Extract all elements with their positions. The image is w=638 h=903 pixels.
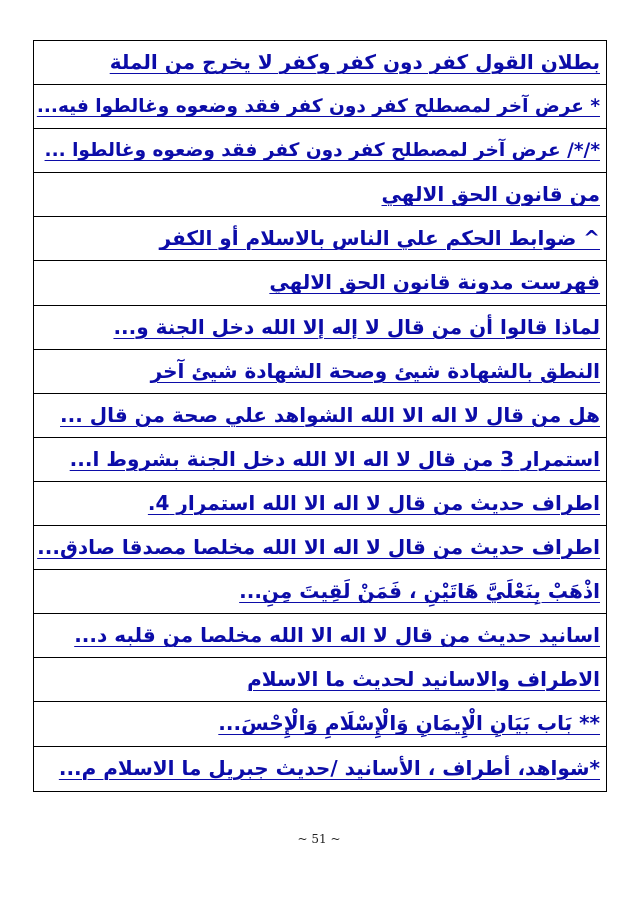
toc-row [34, 306, 606, 350]
toc-row [34, 570, 606, 614]
toc-link[interactable]: لماذا قالوا أن من قال لا إله إلا الله دخل الجنة و... [113, 314, 600, 339]
toc-link[interactable]: اذْهَبْ بِنَعْلَيَّ هَاتَيْنِ ، فَمَنْ لَقِيتَ مِنِ... [239, 579, 600, 604]
toc-row [34, 658, 606, 702]
page-number: ~ 51 ~ [297, 832, 341, 846]
toc-row [34, 129, 606, 173]
toc-row [34, 614, 606, 658]
toc-link[interactable]: الاطراف والاسانيد لحديث ما الاسلام [247, 667, 600, 692]
toc-link[interactable]: النطق بالشهادة شيئ وصحة الشهادة شيئ آخر [150, 358, 600, 383]
toc-row [34, 702, 606, 746]
toc-row [34, 350, 606, 394]
toc-link[interactable]: اطراف حديث من قال لا اله الا الله مخلصا مصدقا صادق... [37, 535, 600, 560]
toc-table [33, 40, 607, 792]
toc-row [34, 261, 606, 305]
toc-link[interactable]: اطراف حديث من قال لا اله الا الله استمرار 4. [147, 490, 600, 515]
toc-row [34, 438, 606, 482]
toc-link[interactable]: من قانون الحق الالهي [381, 182, 600, 207]
toc-row [34, 85, 606, 129]
toc-link[interactable]: بطلان القول كفر دون كفر وكفر لا يخرج من الملة [109, 50, 600, 74]
toc-row [34, 747, 606, 791]
toc-row [34, 482, 606, 526]
toc-link[interactable]: *شواهد، أطراف ، الأسانيد /حديث جبريل ما الاسلام م... [58, 755, 600, 780]
toc-row [34, 41, 606, 85]
toc-link[interactable]: * عرض آخر لمصطلح كفر دون كفر فقد وضعوه وغالطوا فيه... [36, 96, 600, 118]
toc-link[interactable]: فهرست مدونة قانون الحق الالهي [269, 270, 600, 295]
toc-link[interactable]: استمرار 3 من قال لا اله الا الله دخل الجنة بشروط ا... [69, 446, 600, 471]
toc-link[interactable]: ** بَاب بَيَانِ الْإِيمَانِ وَالْإِسْلَامِ وَالْإِحْسَ... [218, 711, 600, 736]
toc-link[interactable]: ^ ضوابط الحكم علي الناس بالاسلام أو الكفر [159, 226, 600, 251]
toc-link[interactable]: */*/ عرض آخر لمصطلح كفر دون كفر فقد وضعوه وغالطوا ... [44, 140, 600, 162]
toc-link[interactable]: هل من قال لا اله الا الله الشواهد علي صحة من قال ... [60, 402, 600, 427]
toc-row [34, 394, 606, 438]
toc-link[interactable]: اسانيد حديث من قال لا اله الا الله مخلصا من قلبه د... [74, 623, 600, 648]
toc-row [34, 217, 606, 261]
toc-row [34, 173, 606, 217]
toc-row [34, 526, 606, 570]
